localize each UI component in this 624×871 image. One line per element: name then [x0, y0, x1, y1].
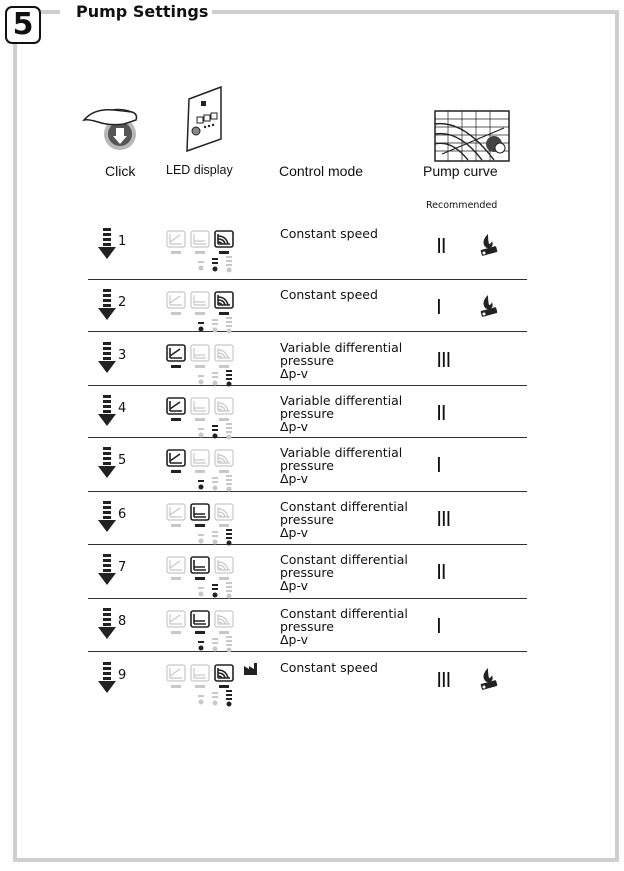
step-number: 5	[5, 6, 41, 44]
led-indicator	[166, 503, 256, 553]
pump-curve-value: I	[436, 614, 441, 638]
radiator-heating-icon	[478, 293, 500, 319]
click-count: 5	[118, 453, 127, 468]
radiator-heating-icon	[478, 232, 500, 258]
pump-curve-value: II	[436, 560, 446, 584]
control-mode-text: Variable differential pressure Δp-v	[280, 393, 403, 434]
click-count: 2	[118, 295, 127, 310]
click-button-illustration-icon	[82, 98, 142, 158]
control-mode-text: Constant speed	[280, 287, 378, 302]
column-pump-curve: Pump curve	[423, 163, 498, 179]
control-mode-text: Constant differential pressure Δp-v	[280, 499, 408, 540]
led-indicator	[166, 291, 256, 341]
click-arrow-icon	[98, 608, 116, 640]
pump-curve-value: I	[436, 453, 441, 477]
pump-curve-value: I	[436, 295, 441, 319]
control-mode-text: Constant differential pressure Δp-v	[280, 606, 408, 647]
click-count: 1	[118, 234, 127, 249]
click-arrow-icon	[98, 501, 116, 533]
pump-curve-value: III	[436, 348, 451, 372]
click-count: 9	[118, 668, 127, 683]
click-arrow-icon	[98, 342, 116, 374]
column-led-display: LED display	[166, 163, 233, 177]
control-mode-text: Constant speed	[280, 660, 378, 675]
click-count: 3	[118, 348, 127, 363]
pump-curve-value: II	[436, 401, 446, 425]
control-mode-text: Variable differential pressure Δp-v	[280, 340, 403, 381]
led-indicator	[166, 230, 256, 280]
page-title: Pump Settings	[76, 2, 212, 21]
led-indicator	[166, 344, 256, 394]
click-arrow-icon	[98, 395, 116, 427]
radiator-heating-icon	[478, 666, 500, 692]
click-arrow-icon	[98, 289, 116, 321]
pump-curve-value: II	[436, 234, 446, 258]
control-mode-text: Constant differential pressure Δp-v	[280, 552, 408, 593]
click-count: 8	[118, 614, 127, 629]
led-indicator	[166, 556, 256, 606]
click-arrow-icon	[98, 228, 116, 260]
pump-curve-value: III	[436, 668, 451, 692]
click-arrow-icon	[98, 554, 116, 586]
led-indicator	[166, 397, 256, 447]
pump-curve-graph-icon	[434, 110, 512, 166]
click-count: 7	[118, 560, 127, 575]
control-mode-text: Variable differential pressure Δp-v	[280, 445, 403, 486]
column-recommended: Recommended	[426, 200, 498, 211]
led-indicator	[166, 610, 256, 660]
control-mode-text: Constant speed	[280, 226, 378, 241]
led-display-device-icon	[183, 85, 225, 153]
click-count: 6	[118, 507, 127, 522]
column-control-mode: Control mode	[279, 163, 364, 179]
click-count: 4	[118, 401, 127, 416]
factory-setting-icon	[243, 662, 261, 681]
pump-curve-value: III	[436, 507, 451, 531]
click-arrow-icon	[98, 447, 116, 479]
led-indicator	[166, 449, 256, 499]
click-arrow-icon	[98, 662, 116, 694]
column-click: Click	[105, 163, 136, 179]
